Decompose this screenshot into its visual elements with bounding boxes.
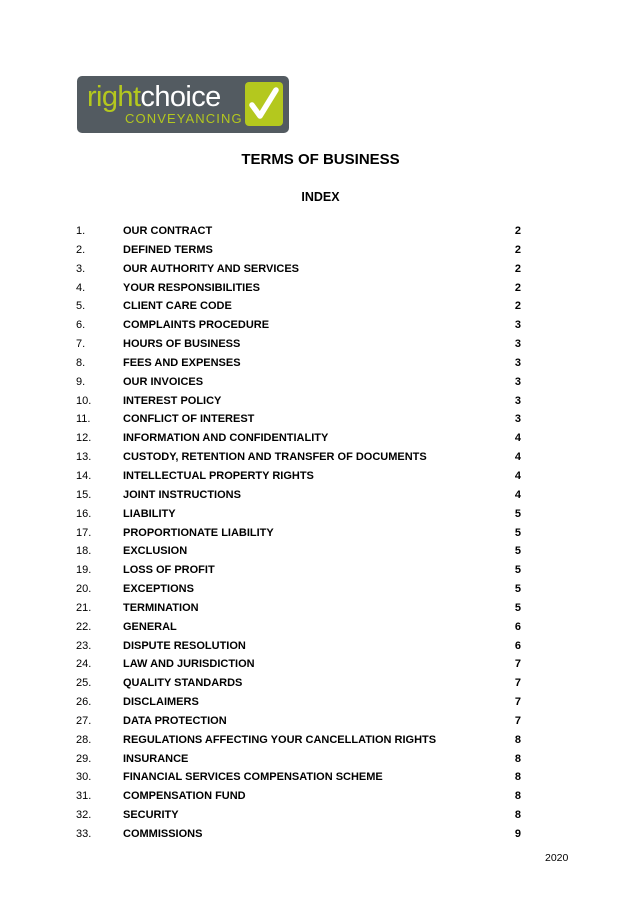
toc-entry-number: 2. bbox=[76, 243, 86, 256]
toc-entry-title: INFORMATION AND CONFIDENTIALITY bbox=[123, 432, 329, 445]
index-heading: INDEX bbox=[301, 190, 340, 204]
toc-entry-title: TERMINATION bbox=[123, 601, 199, 614]
toc-entry-title: CLIENT CARE CODE bbox=[123, 300, 232, 313]
toc-entry bbox=[0, 467, 641, 486]
toc-entry-number: 9. bbox=[76, 375, 86, 388]
toc-entry bbox=[0, 429, 641, 448]
toc-entry-page: 8 bbox=[514, 790, 521, 803]
toc-entry-page: 6 bbox=[514, 620, 521, 633]
toc-entry-number: 24. bbox=[76, 658, 92, 671]
toc-entry-number: 1. bbox=[76, 225, 86, 237]
checkmark-icon bbox=[245, 82, 283, 126]
toc-entry-number: 4. bbox=[76, 281, 86, 294]
toc-entry bbox=[0, 241, 641, 260]
document-title: TERMS OF BUSINESS bbox=[241, 151, 400, 168]
toc-entry-page: 7 bbox=[514, 677, 521, 690]
toc-entry bbox=[0, 448, 641, 467]
toc-entry-number: 14. bbox=[76, 469, 92, 482]
toc-entry bbox=[0, 335, 641, 354]
toc-entry-page: 8 bbox=[514, 752, 521, 765]
toc-entry-title: INSURANCE bbox=[123, 752, 189, 765]
toc-entry-page: 5 bbox=[514, 583, 521, 596]
toc-entry-page: 8 bbox=[514, 733, 521, 746]
toc-entry-number: 16. bbox=[76, 507, 92, 520]
toc-entry-page: 3 bbox=[514, 338, 521, 351]
toc-entry-page: 3 bbox=[514, 356, 521, 369]
toc-entry bbox=[0, 787, 641, 806]
toc-entry-number: 29. bbox=[76, 752, 92, 765]
toc-entry-page: 2 bbox=[514, 281, 521, 294]
logo-word-right: right bbox=[87, 81, 141, 113]
toc-entry-title: GENERAL bbox=[123, 620, 177, 633]
toc-entry-page: 8 bbox=[514, 809, 521, 822]
toc-entry bbox=[0, 279, 641, 298]
toc-entry-page: 5 bbox=[514, 545, 521, 558]
toc-entry-number: 6. bbox=[76, 319, 86, 332]
toc-entry bbox=[0, 373, 641, 392]
toc-entry bbox=[0, 637, 641, 656]
toc-entry bbox=[0, 655, 641, 674]
toc-entry bbox=[0, 354, 641, 373]
company-logo bbox=[77, 76, 289, 133]
toc-entry-title: DEFINED TERMS bbox=[123, 243, 213, 256]
toc-entry-number: 28. bbox=[76, 733, 92, 746]
toc-entry-number: 12. bbox=[76, 432, 92, 445]
toc-entry-title: OUR CONTRACT bbox=[123, 225, 213, 237]
table-of-contents bbox=[0, 222, 641, 844]
toc-entry-page: 2 bbox=[514, 243, 521, 256]
toc-entry-title: COMMISSIONS bbox=[123, 828, 203, 840]
toc-entry bbox=[0, 542, 641, 561]
toc-entry-page: 3 bbox=[514, 375, 521, 388]
toc-entry-title: HOURS OF BUSINESS bbox=[123, 338, 241, 351]
toc-entry-title: CONFLICT OF INTEREST bbox=[123, 413, 255, 426]
toc-entry-page: 3 bbox=[514, 413, 521, 426]
toc-entry bbox=[0, 505, 641, 524]
toc-entry-page: 9 bbox=[514, 828, 521, 840]
toc-entry bbox=[0, 806, 641, 825]
toc-entry-number: 8. bbox=[76, 356, 86, 369]
toc-entry bbox=[0, 410, 641, 429]
toc-entry-number: 25. bbox=[76, 677, 92, 690]
toc-entry-page: 3 bbox=[514, 394, 521, 407]
toc-entry-title: EXCEPTIONS bbox=[123, 583, 194, 596]
toc-entry-title: JOINT INSTRUCTIONS bbox=[123, 488, 241, 501]
toc-entry-page: 6 bbox=[514, 639, 521, 652]
toc-entry-number: 11. bbox=[76, 413, 91, 426]
toc-entry-title: INTEREST POLICY bbox=[123, 394, 222, 407]
toc-entry bbox=[0, 825, 641, 844]
toc-entry-number: 27. bbox=[76, 714, 92, 727]
toc-entry-number: 20. bbox=[76, 583, 92, 596]
toc-entry bbox=[0, 674, 641, 693]
toc-entry-title: CUSTODY, RETENTION AND TRANSFER OF DOCUMENTS bbox=[123, 451, 427, 464]
toc-entry-title: FEES AND EXPENSES bbox=[123, 356, 241, 369]
toc-entry-title: PROPORTIONATE LIABILITY bbox=[123, 526, 274, 539]
toc-entry-number: 13. bbox=[76, 451, 92, 464]
toc-entry-title: COMPLAINTS PROCEDURE bbox=[123, 319, 270, 332]
toc-entry-number: 33. bbox=[76, 828, 92, 840]
toc-entry-title: LAW AND JURISDICTION bbox=[123, 658, 255, 671]
toc-entry bbox=[0, 768, 641, 787]
toc-entry-number: 10. bbox=[76, 394, 92, 407]
toc-entry-title: DISCLAIMERS bbox=[123, 696, 199, 709]
toc-entry bbox=[0, 486, 641, 505]
toc-entry-number: 5. bbox=[76, 300, 86, 313]
footer-year: 2020 bbox=[545, 852, 569, 864]
toc-entry-page: 3 bbox=[514, 319, 521, 332]
toc-entry-number: 23. bbox=[76, 639, 92, 652]
toc-entry-title: FINANCIAL SERVICES COMPENSATION SCHEME bbox=[123, 771, 383, 784]
toc-entry bbox=[0, 693, 641, 712]
toc-entry-page: 2 bbox=[514, 300, 521, 313]
toc-entry bbox=[0, 260, 641, 279]
logo-word-choice: choice bbox=[140, 81, 221, 113]
toc-entry-number: 30. bbox=[76, 771, 92, 784]
toc-entry-number: 22. bbox=[76, 620, 92, 633]
toc-entry-number: 17. bbox=[76, 526, 92, 539]
toc-entry-page: 5 bbox=[514, 564, 521, 577]
toc-entry bbox=[0, 561, 641, 580]
toc-entry-title: LIABILITY bbox=[123, 507, 176, 520]
toc-entry-number: 21. bbox=[76, 601, 92, 614]
toc-entry-title: LOSS OF PROFIT bbox=[123, 564, 215, 577]
toc-entry-number: 32. bbox=[76, 809, 92, 822]
toc-entry-page: 7 bbox=[514, 714, 521, 727]
toc-entry-title: EXCLUSION bbox=[123, 545, 188, 558]
logo-wordmark bbox=[87, 80, 221, 114]
toc-entry-title: SECURITY bbox=[123, 809, 179, 822]
toc-entry-title: YOUR RESPONSIBILITIES bbox=[123, 281, 260, 294]
toc-entry-title: OUR AUTHORITY AND SERVICES bbox=[123, 262, 300, 275]
toc-entry-title: OUR INVOICES bbox=[123, 375, 204, 388]
toc-entry bbox=[0, 222, 641, 241]
logo-subtitle: CONVEYANCING bbox=[125, 111, 243, 126]
toc-entry-number: 26. bbox=[76, 696, 92, 709]
toc-entry-number: 3. bbox=[76, 262, 86, 275]
toc-entry bbox=[0, 297, 641, 316]
toc-entry-page: 5 bbox=[514, 526, 521, 539]
toc-entry-title: QUALITY STANDARDS bbox=[123, 677, 243, 690]
toc-entry-number: 19. bbox=[76, 564, 92, 577]
toc-entry bbox=[0, 712, 641, 731]
toc-entry-page: 7 bbox=[514, 696, 521, 709]
toc-entry bbox=[0, 599, 641, 618]
toc-entry-title: INTELLECTUAL PROPERTY RIGHTS bbox=[123, 469, 314, 482]
toc-entry-title: DATA PROTECTION bbox=[123, 714, 227, 727]
toc-entry-number: 15. bbox=[76, 488, 92, 501]
toc-entry-page: 5 bbox=[514, 507, 521, 520]
toc-entry-page: 5 bbox=[514, 601, 521, 614]
toc-entry-page: 8 bbox=[514, 771, 521, 784]
toc-entry-number: 7. bbox=[76, 338, 86, 351]
toc-entry bbox=[0, 316, 641, 335]
toc-entry-number: 18. bbox=[76, 545, 92, 558]
toc-entry-page: 4 bbox=[514, 488, 521, 501]
toc-entry-page: 4 bbox=[514, 451, 521, 464]
toc-entry bbox=[0, 731, 641, 750]
toc-entry-page: 4 bbox=[514, 469, 521, 482]
toc-entry-title: DISPUTE RESOLUTION bbox=[123, 639, 246, 652]
toc-entry-page: 4 bbox=[514, 432, 521, 445]
toc-entry-page: 2 bbox=[514, 225, 521, 237]
toc-entry bbox=[0, 392, 641, 411]
toc-entry bbox=[0, 750, 641, 769]
toc-entry-number: 31. bbox=[76, 790, 92, 803]
toc-entry bbox=[0, 524, 641, 543]
toc-entry-title: REGULATIONS AFFECTING YOUR CANCELLATION RIGHTS bbox=[123, 733, 437, 746]
toc-entry-page: 2 bbox=[514, 262, 521, 275]
toc-entry bbox=[0, 580, 641, 599]
toc-entry-title: COMPENSATION FUND bbox=[123, 790, 246, 803]
toc-entry bbox=[0, 618, 641, 637]
toc-entry-page: 7 bbox=[514, 658, 521, 671]
